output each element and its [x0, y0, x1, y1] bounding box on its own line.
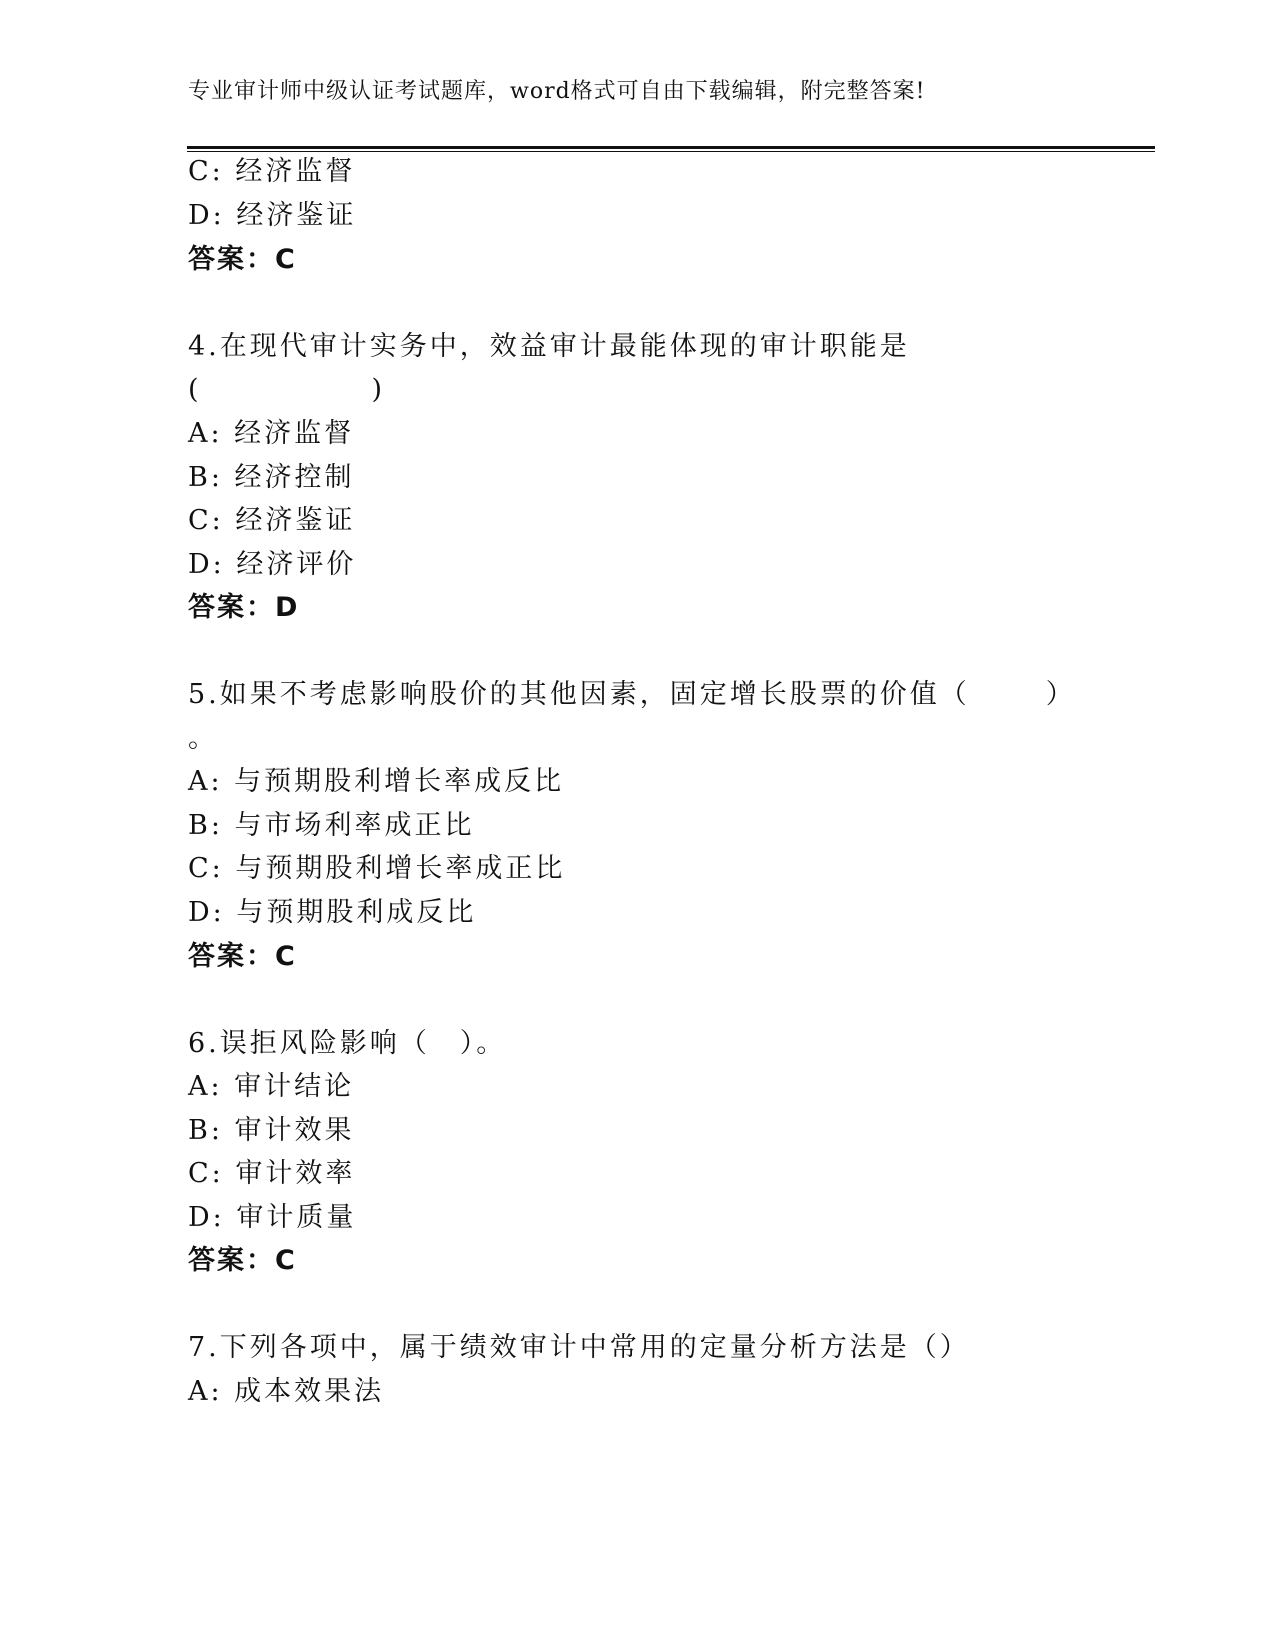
- q5-option-c: C: 与预期股利增长率成正比: [188, 853, 566, 884]
- q4-option-d: D: 经济评价: [188, 549, 357, 580]
- q3-option-c: C: 经济监督: [188, 156, 356, 187]
- q5-paren-close: ）: [1045, 679, 1076, 710]
- q4-answer: 答案：D: [188, 592, 300, 623]
- q6-option-a: A: 审计结论: [188, 1071, 355, 1102]
- q6-answer: 答案：C: [188, 1245, 297, 1276]
- q6-option-b: B: 审计效果: [188, 1115, 355, 1146]
- q7-stem: 7.下列各项中，属于绩效审计中常用的定量分析方法是（）: [188, 1332, 970, 1363]
- q4-answer-blank: [188, 376, 385, 403]
- q5-stem: [188, 681, 1076, 708]
- q3-answer: 答案：C: [188, 244, 297, 275]
- q5-answer: 答案：C: [188, 941, 297, 972]
- q4-option-a: A: 经济监督: [188, 418, 355, 449]
- q4-paren-close: ): [371, 374, 386, 405]
- q7-option-a: A: 成本效果法: [188, 1376, 385, 1407]
- q5-stem-end: 。: [188, 723, 218, 754]
- q4-paren-open: (: [188, 374, 202, 405]
- q6-stem-close: ）。: [459, 1028, 507, 1059]
- header-rule-thick: [187, 146, 1155, 149]
- q4-stem: 4.在现代审计实务中，效益审计最能体现的审计职能是: [188, 331, 910, 362]
- q6-option-c: C: 审计效率: [188, 1158, 356, 1189]
- page-header: 专业审计师中级认证考试题库，word格式可自由下载编辑，附完整答案!: [188, 79, 926, 104]
- q6-stem-text: 6.误拒风险影响（: [188, 1028, 430, 1059]
- header-rule-thin: [187, 151, 1155, 152]
- q6-option-d: D: 审计质量: [188, 1202, 357, 1233]
- q5-option-b: B: 与市场利率成正比: [188, 810, 475, 841]
- q5-option-d: D: 与预期股利成反比: [188, 897, 477, 928]
- q5-option-a: A: 与预期股利增长率成反比: [188, 766, 565, 797]
- q4-option-c: C: 经济鉴证: [188, 505, 356, 536]
- q3-option-d: D: 经济鉴证: [188, 200, 357, 231]
- q5-stem-text: 5.如果不考虑影响股价的其他因素，固定增长股票的价值（: [188, 679, 970, 710]
- q6-stem: [188, 1030, 506, 1057]
- q4-option-b: B: 经济控制: [188, 462, 355, 493]
